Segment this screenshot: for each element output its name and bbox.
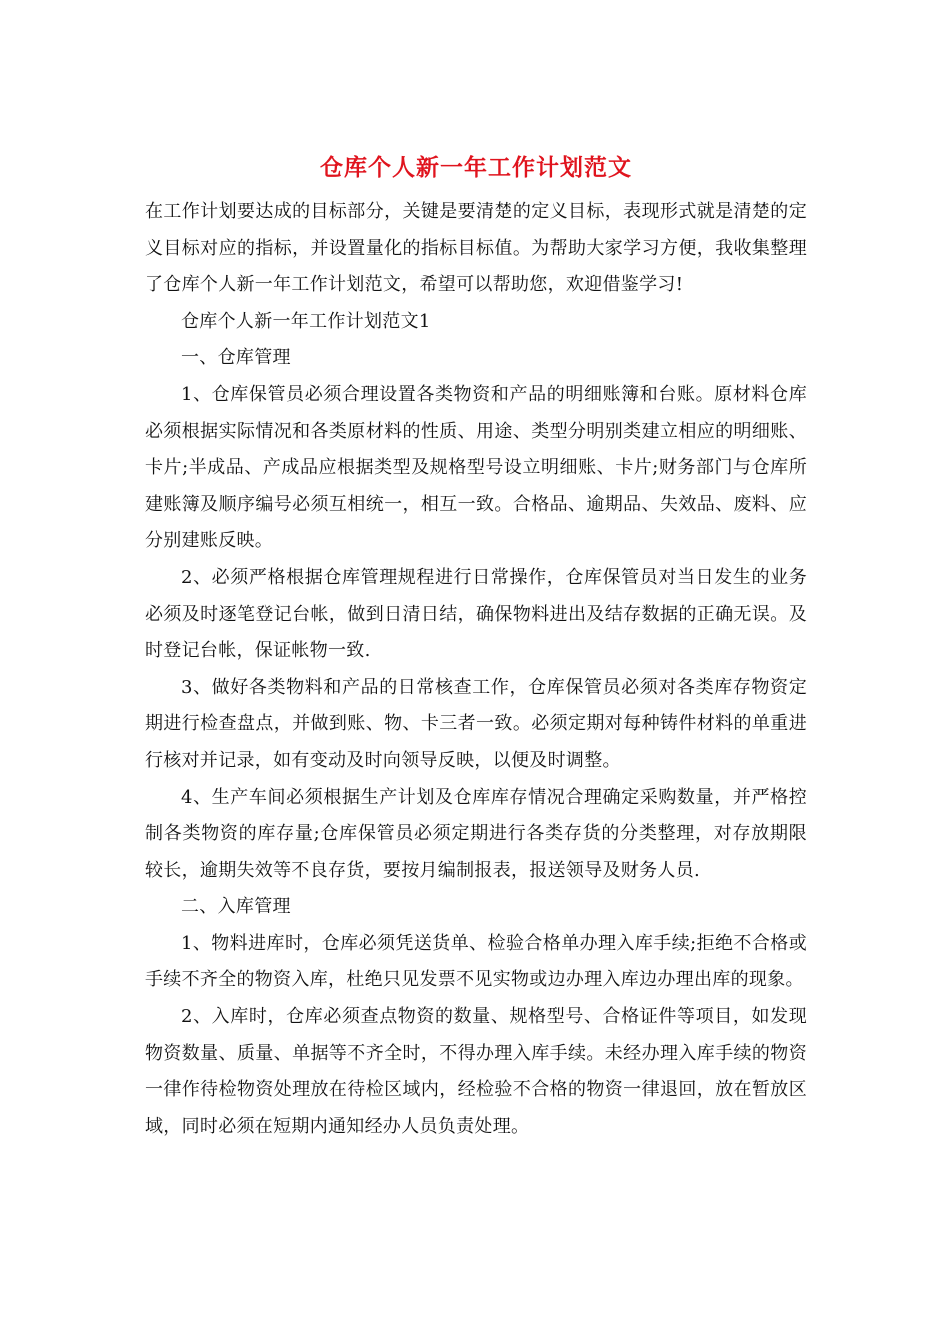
paragraph-item-4: 4、生产车间必须根据生产计划及仓库库存情况合理确定采购数量，并严格控制各类物资的库存量;仓库保管员必须定期进行各类存货的分类整理，对存放期限较长，逾期失效等不良存货，要按月编制报表，报送领导及财务人员. (145, 786, 807, 881)
section-heading-inbound-management: 二、入库管理 (181, 896, 291, 918)
document-title: 仓库个人新一年工作计划范文 (320, 154, 632, 181)
paragraph-item-1: 1、仓库保管员必须合理设置各类物资和产品的明细账簿和台账。原材料仓库必须根据实际情况和各类原材料的性质、用途、类型分明别类建立相应的明细账、卡片;半成品、产成品应根据类型及规格型号设立明细账、卡片;财务部门与仓库所建账簿及顺序编号必须互相统一，相互一致。合格品、逾期品、失效品、废料、应分别建账反映。 (145, 383, 807, 552)
paragraph-inbound-1: 1、物料进库时，仓库必须凭送货单、检验合格单办理入库手续;拒绝不合格或手续不齐全的物资入库，杜绝只见发票不见实物或边办理入库边办理出库的现象。 (145, 932, 807, 991)
paragraph-item-2: 2、必须严格根据仓库管理规程进行日常操作，仓库保管员对当日发生的业务必须及时逐笔登记台帐，做到日清日结，确保物料进出及结存数据的正确无误。及时登记台帐，保证帐物一致. (145, 566, 807, 662)
section-heading-sample-1: 仓库个人新一年工作计划范文1 (181, 310, 431, 332)
document-body (145, 150, 807, 1145)
section-heading-warehouse-management: 一、仓库管理 (181, 347, 291, 369)
paragraph-inbound-2: 2、入库时，仓库必须查点物资的数量、规格型号、合格证件等项目，如发现物资数量、质量、单据等不齐全时，不得办理入库手续。未经办理入库手续的物资一律作待检物资处理放在待检区域内，经检验不合格的物资一律退回，放在暂放区域，同时必须在短期内通知经办人员负责处理。 (145, 1006, 807, 1137)
intro-paragraph: 在工作计划要达成的目标部分，关键是要清楚的定义目标，表现形式就是清楚的定义目标对应的指标，并设置量化的指标目标值。为帮助大家学习方便，我收集整理了仓库个人新一年工作计划范文，希望可以帮助您，欢迎借鉴学习! (145, 201, 807, 296)
paragraph-item-3: 3、做好各类物料和产品的日常核查工作，仓库保管员必须对各类库存物资定期进行检查盘点，并做到账、物、卡三者一致。必须定期对每种铸件材料的单重进行核对并记录，如有变动及时向领导反映，以便及时调整。 (145, 676, 807, 771)
